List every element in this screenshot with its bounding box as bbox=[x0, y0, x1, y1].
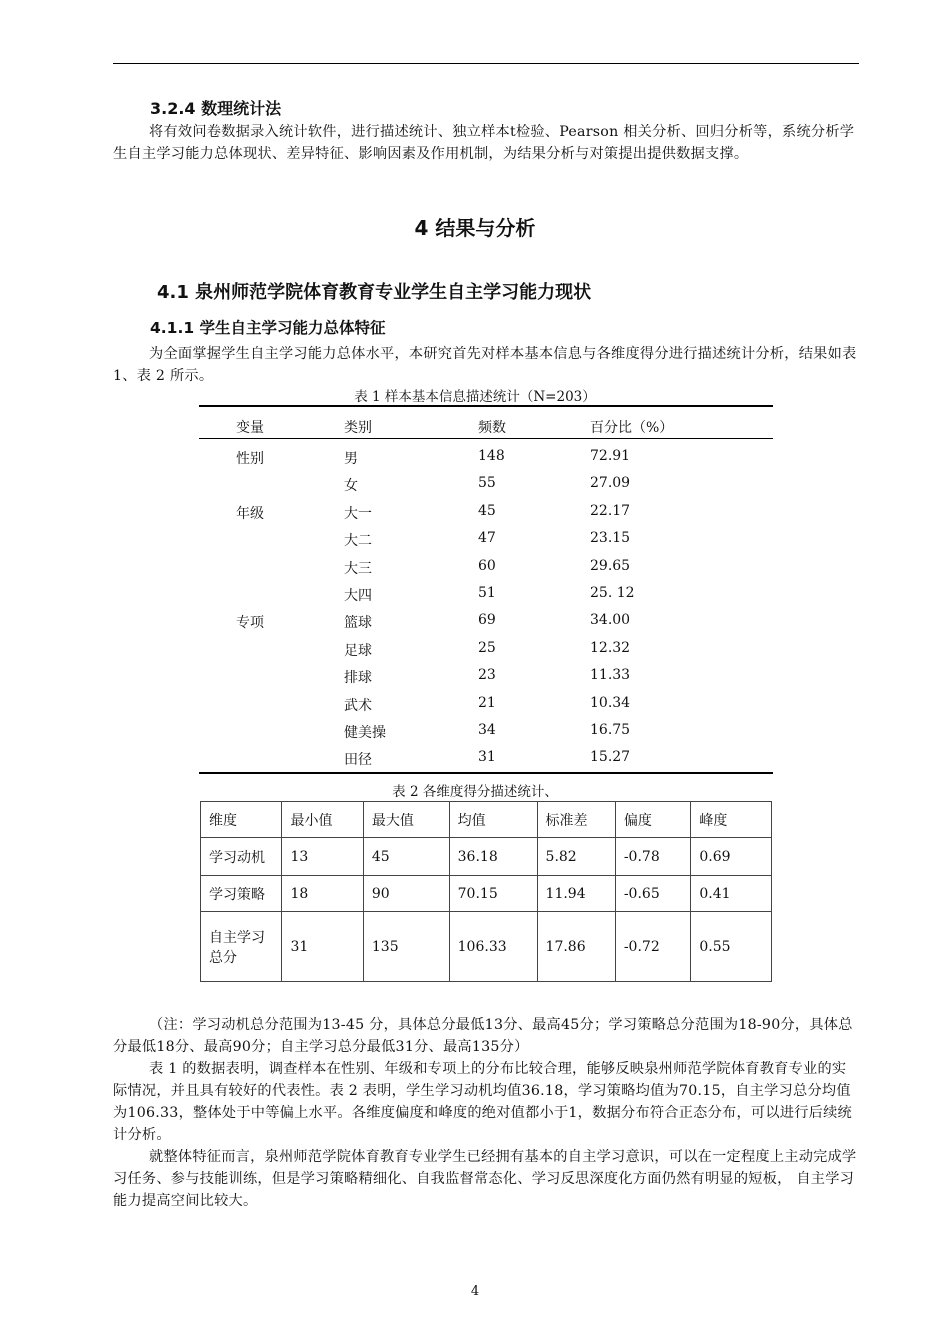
table1-cell: 12.32 bbox=[590, 639, 631, 656]
table1-cell: 10.34 bbox=[590, 694, 631, 711]
table2-cell: 106.33 bbox=[449, 912, 537, 982]
table1-cell: 23 bbox=[478, 667, 496, 684]
section-heading-3-2-4: 3.2.4 数理统计法 bbox=[150, 99, 282, 118]
header-rule bbox=[113, 63, 859, 64]
table2-cell: 11.94 bbox=[537, 876, 615, 912]
table2-cell: 5.82 bbox=[537, 838, 615, 876]
table1-cell: 23.15 bbox=[590, 530, 631, 547]
table1-cell: 大四 bbox=[344, 588, 372, 604]
paragraph-analysis-2: 就整体特征而言，泉州师范学院体育教育专业学生已经拥有基本的自主学习意识，可以在一定程度上主动完成学习任务、参与技能训练，但是学习策略精细化、自我监督常态化、学习反思深度化方面仍然有明显的短板， 自主学习能力提高空间比较大。 bbox=[113, 1149, 857, 1209]
paragraph-intro: 为全面掌握学生自主学习能力总体水平，本研究首先对样本基本信息与各维度得分进行描述统计分析，结果如表 1、表 2 所示。 bbox=[113, 346, 857, 384]
table2-cell: 自主学习 总分 bbox=[201, 912, 282, 982]
table1-cell: 田径 bbox=[344, 752, 372, 769]
table1-cell: 专项 bbox=[236, 615, 264, 632]
table2-cell: 0.41 bbox=[691, 876, 772, 912]
table2-cell: 0.55 bbox=[691, 912, 772, 982]
table1-cell: 148 bbox=[478, 448, 505, 464]
table2-cell: 90 bbox=[363, 876, 449, 912]
table1-cell: 年级 bbox=[236, 505, 264, 522]
table2-cell: -0.78 bbox=[615, 838, 691, 876]
table1-cell: 22.17 bbox=[590, 502, 631, 519]
table1-cell: 69 bbox=[478, 612, 496, 629]
table2-header-cell: 偏度 bbox=[615, 802, 691, 838]
table1-cell: 大三 bbox=[344, 560, 372, 577]
table1-header-t1-col-percent: 百分比（%） bbox=[590, 420, 674, 436]
table1-header-rule bbox=[199, 438, 773, 439]
table1-cell: 15.27 bbox=[590, 749, 631, 766]
table1-header-t1-col-variable: 变量 bbox=[236, 420, 264, 436]
table2-header-row bbox=[201, 802, 772, 838]
table1-top-rule bbox=[199, 405, 773, 407]
table1-cell: 排球 bbox=[344, 670, 372, 687]
section-heading-4-1-1: 4.1.1 学生自主学习能力总体特征 bbox=[150, 319, 386, 337]
table1-cell: 大一 bbox=[344, 505, 372, 522]
table1-header-t1-col-frequency: 频数 bbox=[478, 420, 506, 436]
table2-cell: 135 bbox=[363, 912, 449, 982]
table2-cell: 学习策略 bbox=[201, 876, 282, 912]
table2-header-cell: 维度 bbox=[201, 802, 282, 838]
table2-cell: 18 bbox=[282, 876, 363, 912]
table2-header-cell: 最大值 bbox=[363, 802, 449, 838]
table2-cell: 31 bbox=[282, 912, 363, 982]
table2-cell: 13 bbox=[282, 838, 363, 876]
table1-cell: 篮球 bbox=[344, 615, 372, 632]
table-note: （注：学习动机总分范围为13-45 分，具体总分最低13分、最高45分；学习策略总分范围为18-90分，具体总分最低18分、最高90分；自主学习总分最低31分、最高135分） bbox=[113, 1017, 853, 1055]
table1-cell: 72.91 bbox=[590, 448, 631, 464]
table1-cell: 男 bbox=[344, 451, 358, 467]
table2-cell: 70.15 bbox=[449, 876, 537, 912]
table1-cell: 女 bbox=[344, 478, 358, 495]
table2-cell: 学习动机 bbox=[201, 838, 282, 876]
table1-cell: 45 bbox=[478, 502, 496, 519]
table2-caption: 表 2 各维度得分描述统计、 bbox=[392, 784, 558, 800]
section-heading-4-1: 4.1 泉州师范学院体育教育专业学生自主学习能力现状 bbox=[157, 282, 592, 303]
table1-cell: 51 bbox=[478, 585, 496, 601]
table2-header-cell: 峰度 bbox=[691, 802, 772, 838]
table2-cell: 36.18 bbox=[449, 838, 537, 876]
table1-cell: 足球 bbox=[344, 642, 372, 659]
table2-row bbox=[201, 838, 772, 876]
table1-cell: 60 bbox=[478, 557, 496, 574]
table1-bottom-rule bbox=[199, 772, 773, 774]
paragraph-analysis-1: 表 1 的数据表明，调查样本在性别、年级和专项上的分布比较合理，能够反映泉州师范学院体育教育专业的实际情况，并且具有较好的代表性。表 2 表明，学生学习动机均值36.18，学习策略均值为70.15，自主学习总分均值为106.33，整体处于中等偏上水平。各维度偏度和峰度的绝对值都小于1，数据分布符合正态分布，可以进行后续统计分析。 bbox=[113, 1061, 852, 1143]
table1-cell: 21 bbox=[478, 694, 496, 711]
table1-cell: 11.33 bbox=[590, 667, 631, 684]
table1-cell: 27.09 bbox=[590, 475, 631, 492]
table2-header-cell: 均值 bbox=[449, 802, 537, 838]
table2-header-cell: 标准差 bbox=[537, 802, 615, 838]
table1-header-t1-col-category: 类别 bbox=[344, 420, 372, 436]
table1-cell: 大二 bbox=[344, 533, 372, 550]
table1-cell: 31 bbox=[478, 749, 496, 766]
table2 bbox=[200, 801, 772, 982]
table1-cell: 健美操 bbox=[344, 725, 386, 741]
chapter-title: 4 结果与分析 bbox=[414, 216, 536, 240]
table1-cell: 25. 12 bbox=[590, 585, 635, 601]
table2-cell: -0.65 bbox=[615, 876, 691, 912]
table1-cell: 武术 bbox=[344, 697, 372, 714]
table2-header-cell: 最小值 bbox=[282, 802, 363, 838]
table2-cell: 0.69 bbox=[691, 838, 772, 876]
table2-cell: 17.86 bbox=[537, 912, 615, 982]
table1-cell: 34 bbox=[478, 722, 496, 738]
table2-cell: 45 bbox=[363, 838, 449, 876]
paragraph-statistics-method: 将有效问卷数据录入统计软件，进行描述统计、独立样本t检验、Pearson 相关分析、回归分析等，系统分析学生自主学习能力总体现状、差异特征、影响因素及作用机制，为结果分析与对策提出提供数据支撑。 bbox=[113, 124, 855, 162]
table1-caption: 表 1 样本基本信息描述统计（N=203） bbox=[354, 389, 596, 405]
table2-cell: -0.72 bbox=[615, 912, 691, 982]
table1-cell: 25 bbox=[478, 639, 496, 656]
table1-cell: 16.75 bbox=[590, 722, 631, 738]
table1-cell: 55 bbox=[478, 475, 496, 492]
table1-cell: 29.65 bbox=[590, 557, 631, 574]
table1-cell: 34.00 bbox=[590, 612, 631, 629]
table1-cell: 47 bbox=[478, 530, 496, 547]
table2-row bbox=[201, 876, 772, 912]
table2-row bbox=[201, 912, 772, 982]
table1-cell: 性别 bbox=[236, 451, 264, 467]
page-number: 4 bbox=[470, 1284, 480, 1299]
